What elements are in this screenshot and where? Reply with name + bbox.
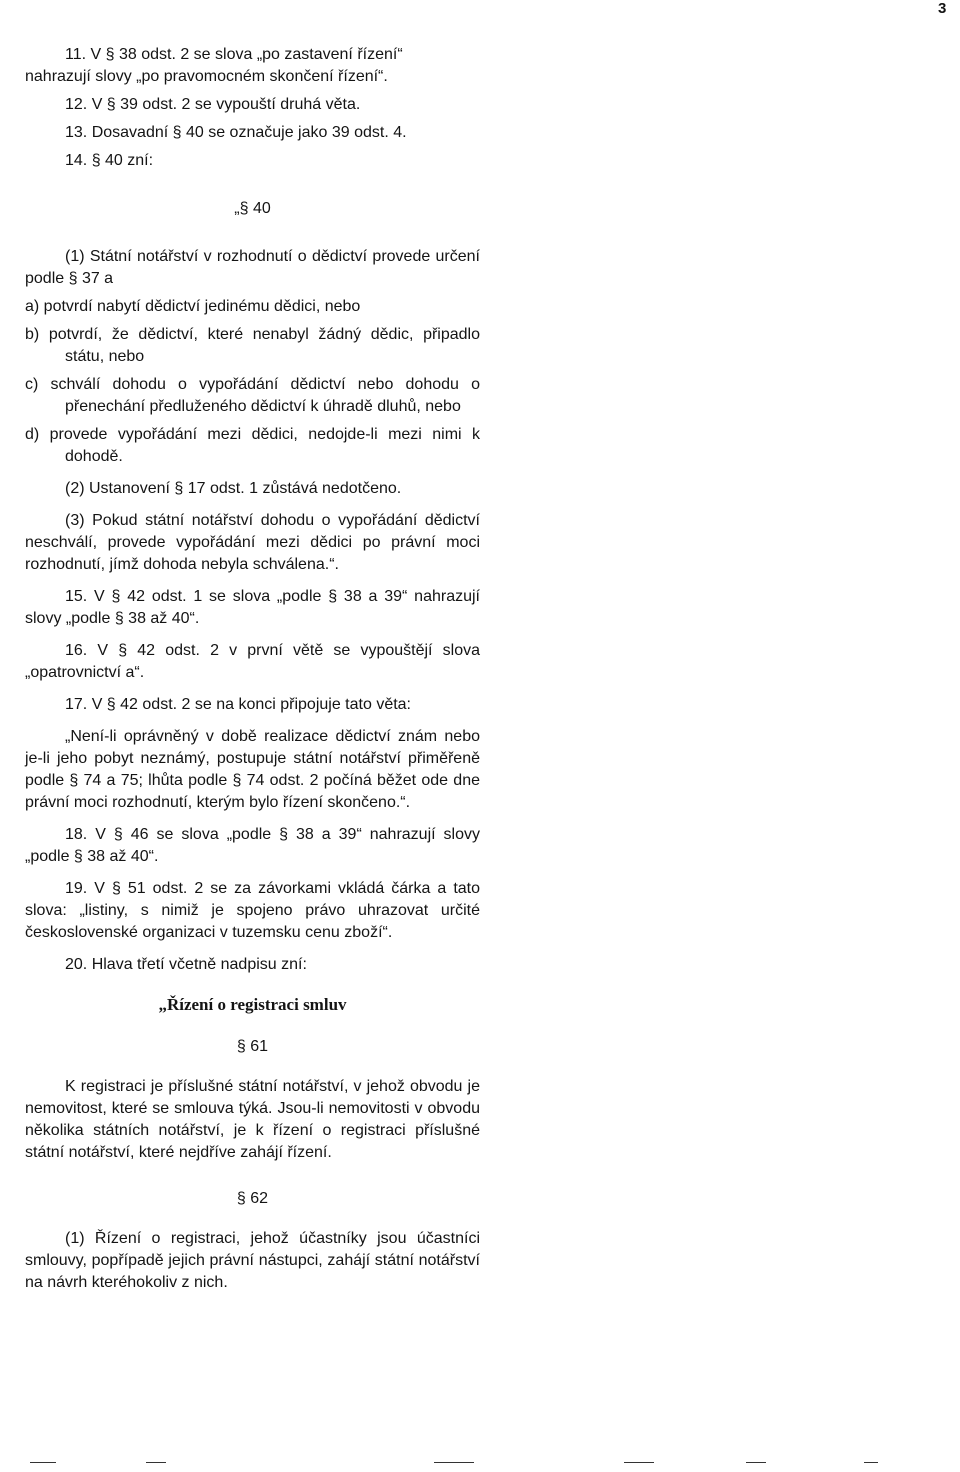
page-number: 3 (938, 0, 947, 17)
section-40-point-c: c) schválí dohodu o vypořádání dědictví nebo dohodu o přenechání předluženého dědictví k úhradě dluhů, nebo (25, 376, 480, 415)
item-13: 13. Dosavadní § 40 se označuje jako 39 odst. 4. (65, 124, 407, 141)
item-15: 15. V § 42 odst. 1 se slova „podle § 38 a 39“ nahrazují slovy „podle § 38 až 40“. (25, 588, 480, 627)
section-40-point-d: d) provede vypořádání mezi dědici, nedojde-li mezi nimi k dohodě. (25, 426, 480, 465)
section-61-heading: § 61 (236, 1038, 269, 1055)
section-40-heading: „§ 40 (234, 200, 271, 217)
section-40-odst-2: (2) Ustanovení § 17 odst. 1 zůstává nedotčeno. (65, 480, 402, 497)
head-title: „Řízení o registraci smluv (158, 995, 347, 1014)
section-40-odst-3: (3) Pokud státní notářství dohodu o vypořádání dědictví neschválí, provede vypořádání mezi dědici po právní moci rozhodnutí, jímž dohoda nebyla schválena.“. (25, 512, 480, 573)
item-14: 14. § 40 zní: (65, 152, 154, 169)
footer-rule-1 (30, 1462, 56, 1463)
item-20: 20. Hlava třetí včetně nadpisu zní: (65, 956, 307, 973)
item-17: 17. V § 42 odst. 2 se na konci připojuje tato věta: (65, 696, 411, 713)
section-62-heading: § 62 (236, 1190, 269, 1207)
item-19: 19. V § 51 odst. 2 se za závorkami vkládá čárka a tato slova: „listiny, s nimiž je spojeno právo uhrazovat určité československé organizaci v tuzemsku cenu zboží“. (25, 880, 480, 941)
text-column (25, 44, 480, 1294)
item-16: 16. V § 42 odst. 2 v první větě se vypouštějí slova „opatrovnictví a“. (25, 642, 480, 681)
section-40-point-a: a) potvrdí nabytí dědictví jedinému dědici, nebo (25, 298, 361, 315)
footer-rule-3 (434, 1462, 474, 1463)
section-40-point-b: b) potvrdí, že dědictví, které nenabyl žádný dědic, připadlo státu, nebo (25, 326, 480, 365)
section-61-text: K registraci je příslušné státní notářství, v jehož obvodu je nemovitost, které se smlouva týká. Jsou-li nemovitosti v obvodu několika státních notářství, je k řízení o registraci příslušné státní notářství, které nejdříve zahájí řízení. (25, 1078, 480, 1161)
section-62-text: (1) Řízení o registraci, jehož účastníky jsou účastníci smlouvy, popřípadě jejich právní nástupci, zahájí státní notářství na návrh kteréhokoliv z nich. (25, 1230, 480, 1291)
footer-rule-5 (746, 1462, 766, 1463)
footer-rule-4 (624, 1462, 654, 1463)
section-40-odst-1: (1) Státní notářství v rozhodnutí o dědictví provede určení podle § 37 a (25, 248, 480, 287)
footer-rule-2 (146, 1462, 166, 1463)
item-17-quote: „Není-li oprávněný v době realizace dědictví znám nebo je-li jeho pobyt neznámý, postupuje státní notářství přiměřeně podle § 74 a 75; lhůta podle § 74 odst. 2 počíná běžet ode dne právní moci rozhodnutí, kterým bylo řízení skončeno.“. (25, 728, 480, 811)
item-12: 12. V § 39 odst. 2 se vypouští druhá věta. (65, 96, 361, 113)
item-18: 18. V § 46 se slova „podle § 38 a 39“ nahrazují slovy „podle § 38 až 40“. (25, 826, 480, 865)
item-11-line-1: 11. V § 38 odst. 2 se slova „po zastavení řízení“ (65, 46, 403, 63)
footer-rule-6 (864, 1462, 878, 1463)
item-11-line-2: nahrazují slovy „po pravomocném skončení řízení“. (25, 68, 388, 85)
